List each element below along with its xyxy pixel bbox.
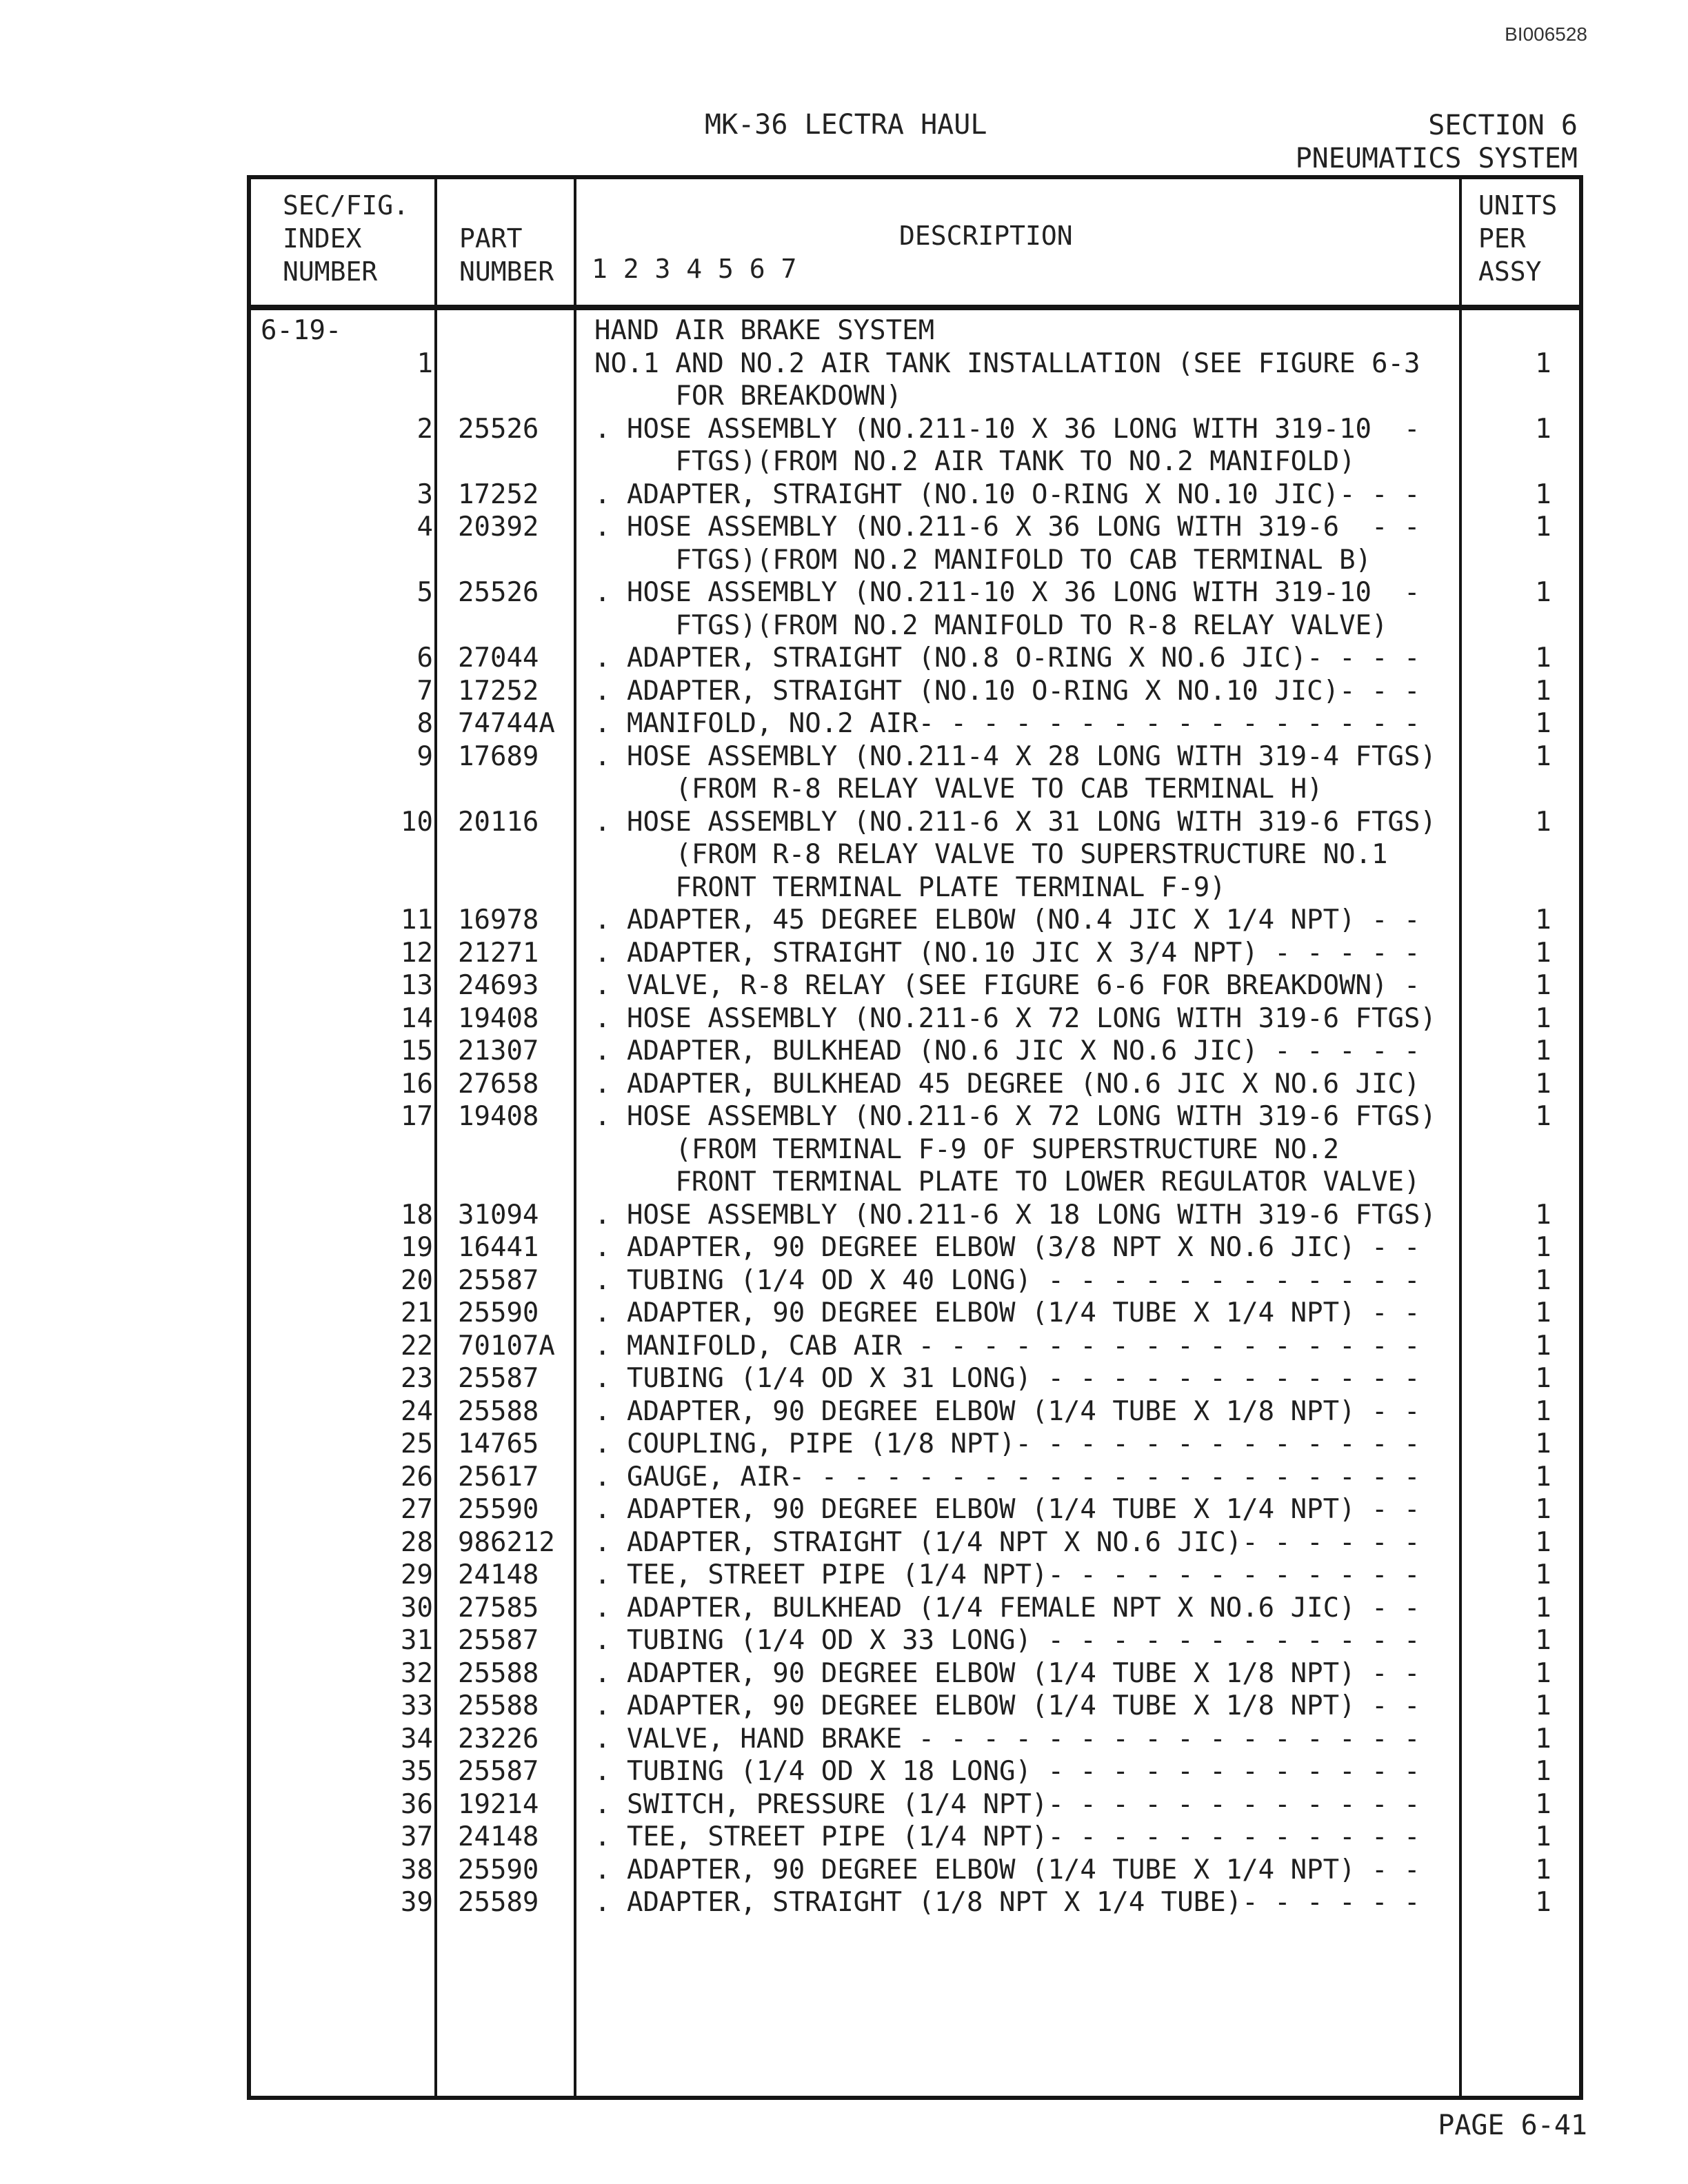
table-row xyxy=(251,740,1579,774)
table-row xyxy=(251,609,1579,643)
part-number-cell: 25526 xyxy=(458,577,539,608)
table-row xyxy=(251,347,1579,381)
description-cell: . SWITCH, PRESSURE (1/4 NPT)- - - - - - - - - - - - xyxy=(594,1788,1420,1820)
part-number-cell: 17689 xyxy=(458,740,539,772)
part-number-cell: 25588 xyxy=(458,1657,539,1689)
table-row xyxy=(251,1690,1579,1723)
index-cell: 2 xyxy=(416,413,433,445)
units-cell: 1 xyxy=(1535,577,1551,608)
table-row xyxy=(251,871,1579,904)
table-row xyxy=(251,511,1579,544)
part-number-cell: 27044 xyxy=(458,643,539,674)
part-number-cell: 25589 xyxy=(458,1887,539,1918)
units-cell: 1 xyxy=(1535,708,1551,739)
units-cell: 1 xyxy=(1535,1526,1551,1558)
part-number-cell: 14765 xyxy=(458,1428,539,1459)
index-cell: 9 xyxy=(416,740,433,772)
description-cell: FRONT TERMINAL PLATE TO LOWER REGULATOR VALVE) xyxy=(594,1166,1420,1197)
parts-table xyxy=(247,175,1583,2100)
header-units-line: UNITS xyxy=(1478,190,1558,221)
table-row xyxy=(251,413,1579,446)
table-row xyxy=(251,478,1579,512)
description-cell: . ADAPTER, STRAIGHT (NO.10 JIC X 3/4 NPT) - - - - - xyxy=(594,937,1420,969)
index-cell: 35 xyxy=(401,1756,433,1787)
description-cell: . HOSE ASSEMBLY (NO.211-6 X 31 LONG WITH 319-6 FTGS) xyxy=(594,806,1436,838)
part-number-cell: 24693 xyxy=(458,970,539,1001)
table-row xyxy=(251,314,1579,347)
table-row xyxy=(251,1068,1579,1101)
units-cell: 1 xyxy=(1535,1232,1551,1263)
description-cell: . TUBING (1/4 OD X 40 LONG) - - - - - - - - - - - - xyxy=(594,1264,1420,1296)
units-cell: 1 xyxy=(1535,937,1551,969)
index-cell: 36 xyxy=(401,1788,433,1820)
description-cell: . ADAPTER, 90 DEGREE ELBOW (1/4 TUBE X 1/4 NPT) - - xyxy=(594,1854,1420,1885)
description-cell: . HOSE ASSEMBLY (NO.211-6 X 72 LONG WITH 319-6 FTGS) xyxy=(594,1101,1436,1132)
part-number-cell: 21271 xyxy=(458,937,539,969)
table-row xyxy=(251,1395,1579,1428)
table-row xyxy=(251,838,1579,871)
table-row xyxy=(251,1526,1579,1559)
index-cell: 4 xyxy=(416,512,433,543)
header-index-line: NUMBER xyxy=(283,256,378,287)
units-cell: 1 xyxy=(1535,970,1551,1001)
part-number-cell: 16978 xyxy=(458,904,539,936)
table-row xyxy=(251,1297,1579,1330)
table-row xyxy=(251,1461,1579,1494)
units-cell: 1 xyxy=(1535,1461,1551,1493)
description-cell: . ADAPTER, BULKHEAD (NO.6 JIC X NO.6 JIC) - - - - - xyxy=(594,1035,1420,1066)
units-cell: 1 xyxy=(1535,413,1551,445)
description-cell: . HOSE ASSEMBLY (NO.211-4 X 28 LONG WITH 319-4 FTGS) xyxy=(594,740,1436,772)
description-cell: . ADAPTER, 90 DEGREE ELBOW (1/4 TUBE X 1/8 NPT) - - xyxy=(594,1690,1420,1721)
description-cell: . ADAPTER, 90 DEGREE ELBOW (3/8 NPT X NO.6 JIC) - - xyxy=(594,1232,1420,1263)
description-cell: FOR BREAKDOWN) xyxy=(594,381,903,412)
units-cell: 1 xyxy=(1535,1035,1551,1066)
description-cell: NO.1 AND NO.2 AIR TANK INSTALLATION (SEE FIGURE 6-3 xyxy=(594,347,1420,379)
table-row xyxy=(251,773,1579,806)
description-cell: . HOSE ASSEMBLY (NO.211-10 X 36 LONG WITH 319-10 - xyxy=(594,577,1420,608)
units-cell: 1 xyxy=(1535,1264,1551,1296)
part-number-cell: 25590 xyxy=(458,1297,539,1328)
table-row xyxy=(251,1755,1579,1788)
table-row xyxy=(251,969,1579,1002)
index-cell: 8 xyxy=(416,708,433,739)
units-cell: 1 xyxy=(1535,1199,1551,1231)
table-row xyxy=(251,1100,1579,1133)
part-number-cell: 25617 xyxy=(458,1461,539,1493)
table-row xyxy=(251,1264,1579,1297)
units-cell: 1 xyxy=(1535,1821,1551,1852)
description-cell: . HOSE ASSEMBLY (NO.211-6 X 72 LONG WITH 319-6 FTGS) xyxy=(594,1002,1436,1034)
index-cell: 16 xyxy=(401,1068,433,1100)
units-cell: 1 xyxy=(1535,1756,1551,1787)
part-number-cell: 25587 xyxy=(458,1756,539,1787)
index-cell: 24 xyxy=(401,1395,433,1427)
description-cell: . VALVE, HAND BRAKE - - - - - - - - - - - - - - - - xyxy=(594,1723,1420,1755)
section-name: PNEUMATICS SYSTEM xyxy=(1295,143,1578,174)
index-cell: 31 xyxy=(401,1625,433,1656)
units-cell: 1 xyxy=(1535,1657,1551,1689)
description-cell: . TEE, STREET PIPE (1/4 NPT)- - - - - - - - - - - - xyxy=(594,1559,1420,1590)
part-number-cell: 17252 xyxy=(458,478,539,510)
table-row xyxy=(251,1002,1579,1035)
table-row xyxy=(251,1821,1579,1854)
table-row xyxy=(251,707,1579,740)
index-cell: 10 xyxy=(401,806,433,838)
index-cell: 3 xyxy=(416,478,433,510)
description-cell: . TEE, STREET PIPE (1/4 NPT)- - - - - - - - - - - - xyxy=(594,1821,1420,1852)
table-row xyxy=(251,1035,1579,1068)
description-cell: (FROM R-8 RELAY VALVE TO CAB TERMINAL H) xyxy=(594,774,1323,805)
description-cell: . VALVE, R-8 RELAY (SEE FIGURE 6-6 FOR BREAKDOWN) - xyxy=(594,970,1420,1001)
part-number-cell: 21307 xyxy=(458,1035,539,1066)
description-cell: . MANIFOLD, NO.2 AIR- - - - - - - - - - - - - - - - xyxy=(594,708,1420,739)
part-number-cell: 19408 xyxy=(458,1002,539,1034)
header-description: DESCRIPTION xyxy=(899,221,1073,251)
index-cell: 32 xyxy=(401,1657,433,1689)
index-cell: 30 xyxy=(401,1592,433,1624)
part-number-cell: 25588 xyxy=(458,1395,539,1427)
units-cell: 1 xyxy=(1535,1690,1551,1721)
description-cell: (FROM R-8 RELAY VALVE TO SUPERSTRUCTURE NO.1 xyxy=(594,839,1388,870)
units-cell: 1 xyxy=(1535,1723,1551,1755)
part-number-cell: 27658 xyxy=(458,1068,539,1100)
part-number-cell: 25526 xyxy=(458,413,539,445)
table-row xyxy=(251,1886,1579,1919)
index-cell: 21 xyxy=(401,1297,433,1328)
units-cell: 1 xyxy=(1535,1297,1551,1328)
index-cell: 26 xyxy=(401,1461,433,1493)
index-cell: 18 xyxy=(401,1199,433,1231)
table-row xyxy=(251,1330,1579,1363)
part-number-cell: 25588 xyxy=(458,1690,539,1721)
part-number-cell: 25587 xyxy=(458,1625,539,1656)
description-cell: . ADAPTER, STRAIGHT (NO.10 O-RING X NO.10 JIC)- - - xyxy=(594,478,1420,510)
table-row xyxy=(251,904,1579,937)
description-cell: . TUBING (1/4 OD X 18 LONG) - - - - - - - - - - - - xyxy=(594,1756,1420,1787)
units-cell: 1 xyxy=(1535,1002,1551,1034)
header-index-line: SEC/FIG. xyxy=(283,190,410,221)
description-cell: (FROM TERMINAL F-9 OF SUPERSTRUCTURE NO.2 xyxy=(594,1133,1340,1165)
index-cell: 11 xyxy=(401,904,433,936)
header-part-line: PART xyxy=(459,223,523,254)
table-row xyxy=(251,1624,1579,1657)
description-cell: . TUBING (1/4 OD X 33 LONG) - - - - - - - - - - - - xyxy=(594,1625,1420,1656)
header-units-line: ASSY xyxy=(1478,256,1542,287)
index-cell: 25 xyxy=(401,1428,433,1459)
units-cell: 1 xyxy=(1535,1854,1551,1885)
table-row xyxy=(251,1362,1579,1395)
table-row xyxy=(251,1199,1579,1232)
description-cell: . HOSE ASSEMBLY (NO.211-6 X 18 LONG WITH 319-6 FTGS) xyxy=(594,1199,1436,1231)
units-cell: 1 xyxy=(1535,740,1551,772)
units-cell: 1 xyxy=(1535,806,1551,838)
part-number-cell: 23226 xyxy=(458,1723,539,1755)
description-cell: . ADAPTER, STRAIGHT (NO.10 O-RING X NO.10 JIC)- - - xyxy=(594,675,1420,707)
part-number-cell: 20392 xyxy=(458,512,539,543)
table-row xyxy=(251,544,1579,577)
units-cell: 1 xyxy=(1535,1494,1551,1525)
table-row xyxy=(251,1723,1579,1756)
units-cell: 1 xyxy=(1535,512,1551,543)
description-cell: . COUPLING, PIPE (1/8 NPT)- - - - - - - - - - - - - xyxy=(594,1428,1420,1459)
description-cell: . MANIFOLD, CAB AIR - - - - - - - - - - - - - - - - xyxy=(594,1330,1420,1362)
part-number-cell: 16441 xyxy=(458,1232,539,1263)
description-cell: FTGS)(FROM NO.2 AIR TANK TO NO.2 MANIFOLD) xyxy=(594,446,1356,477)
section-heading xyxy=(1296,109,1578,175)
index-cell: 13 xyxy=(401,970,433,1001)
header-index-line: INDEX xyxy=(283,223,362,254)
description-cell: . ADAPTER, STRAIGHT (1/8 NPT X 1/4 TUBE)- - - - - - xyxy=(594,1887,1420,1918)
header-divider xyxy=(251,305,1579,310)
units-cell: 1 xyxy=(1535,347,1551,379)
header-units xyxy=(1478,189,1557,288)
units-cell: 1 xyxy=(1535,1625,1551,1656)
table-row xyxy=(251,576,1579,609)
description-cell: . ADAPTER, BULKHEAD 45 DEGREE (NO.6 JIC X NO.6 JIC) xyxy=(594,1068,1420,1100)
table-body xyxy=(251,314,1579,1919)
description-cell: . HOSE ASSEMBLY (NO.211-10 X 36 LONG WITH 319-10 - xyxy=(594,413,1420,445)
description-cell: . ADAPTER, 90 DEGREE ELBOW (1/4 TUBE X 1/8 NPT) - - xyxy=(594,1395,1420,1427)
header-index xyxy=(283,189,409,288)
table-row xyxy=(251,1231,1579,1264)
units-cell: 1 xyxy=(1535,1101,1551,1132)
table-row xyxy=(251,675,1579,708)
part-number-cell: 19408 xyxy=(458,1101,539,1132)
part-number-cell: 25590 xyxy=(458,1494,539,1525)
header-part xyxy=(459,222,554,288)
part-number-cell: 19214 xyxy=(458,1788,539,1820)
description-cell: . ADAPTER, 90 DEGREE ELBOW (1/4 TUBE X 1/4 NPT) - - xyxy=(594,1297,1420,1328)
page-title: MK-36 LECTRA HAUL xyxy=(705,109,987,141)
table-row xyxy=(251,1428,1579,1461)
index-cell: 33 xyxy=(401,1690,433,1721)
part-number-cell: 25587 xyxy=(458,1264,539,1296)
description-cell: . ADAPTER, BULKHEAD (1/4 FEMALE NPT X NO.6 JIC) - - xyxy=(594,1592,1420,1624)
table-row xyxy=(251,1559,1579,1592)
description-cell: . ADAPTER, STRAIGHT (1/4 NPT X NO.6 JIC)- - - - - - xyxy=(594,1526,1420,1558)
header-units-line: PER xyxy=(1478,223,1526,254)
units-cell: 1 xyxy=(1535,904,1551,936)
units-cell: 1 xyxy=(1535,1330,1551,1362)
units-cell: 1 xyxy=(1535,1592,1551,1624)
index-cell: 34 xyxy=(401,1723,433,1755)
description-cell: FRONT TERMINAL PLATE TERMINAL F-9) xyxy=(594,871,1226,903)
table-row xyxy=(251,380,1579,413)
table-row xyxy=(251,1657,1579,1690)
table-row xyxy=(251,1133,1579,1166)
part-number-cell: 25590 xyxy=(458,1854,539,1885)
units-cell: 1 xyxy=(1535,675,1551,707)
index-cell: 17 xyxy=(401,1101,433,1132)
units-cell: 1 xyxy=(1535,1887,1551,1918)
index-cell: 20 xyxy=(401,1264,433,1296)
table-row xyxy=(251,1592,1579,1625)
header-part-line: NUMBER xyxy=(459,256,554,287)
index-cell: 1 xyxy=(416,347,433,379)
table-row xyxy=(251,937,1579,970)
document-id: BI006528 xyxy=(1505,23,1587,45)
units-cell: 1 xyxy=(1535,1068,1551,1100)
index-cell: 15 xyxy=(401,1035,433,1066)
part-number-cell: 27585 xyxy=(458,1592,539,1624)
units-cell: 1 xyxy=(1535,643,1551,674)
table-row xyxy=(251,642,1579,675)
index-cell: 28 xyxy=(401,1526,433,1558)
description-cell: . TUBING (1/4 OD X 31 LONG) - - - - - - - - - - - - xyxy=(594,1363,1420,1394)
part-number-cell: 70107A xyxy=(458,1330,555,1362)
part-number-cell: 20116 xyxy=(458,806,539,838)
description-cell: . ADAPTER, 90 DEGREE ELBOW (1/4 TUBE X 1/4 NPT) - - xyxy=(594,1494,1420,1525)
description-cell: . GAUGE, AIR- - - - - - - - - - - - - - - - - - - - xyxy=(594,1461,1420,1493)
index-cell: 7 xyxy=(416,675,433,707)
table-row xyxy=(251,1166,1579,1199)
part-number-cell: 24148 xyxy=(458,1559,539,1590)
description-cell: HAND AIR BRAKE SYSTEM xyxy=(594,315,935,346)
table-row xyxy=(251,1493,1579,1526)
units-cell: 1 xyxy=(1535,1428,1551,1459)
index-cell: 23 xyxy=(401,1363,433,1394)
table-row xyxy=(251,445,1579,478)
part-number-cell: 31094 xyxy=(458,1199,539,1231)
index-cell: 19 xyxy=(401,1232,433,1263)
description-cell: . HOSE ASSEMBLY (NO.211-6 X 36 LONG WITH 319-6 - - xyxy=(594,512,1420,543)
units-cell: 1 xyxy=(1535,1363,1551,1394)
header-indent-levels: 1 2 3 4 5 6 7 xyxy=(592,254,797,284)
part-number-cell: 986212 xyxy=(458,1526,555,1558)
index-cell: 29 xyxy=(401,1559,433,1590)
index-cell: 6 xyxy=(416,643,433,674)
page-number: PAGE 6-41 xyxy=(1438,2110,1587,2141)
index-cell: 22 xyxy=(401,1330,433,1362)
index-cell: 6-19- xyxy=(261,315,342,346)
index-cell: 38 xyxy=(401,1854,433,1885)
index-cell: 37 xyxy=(401,1821,433,1852)
units-cell: 1 xyxy=(1535,1788,1551,1820)
index-cell: 5 xyxy=(416,577,433,608)
part-number-cell: 74744A xyxy=(458,708,555,739)
units-cell: 1 xyxy=(1535,1559,1551,1590)
part-number-cell: 24148 xyxy=(458,1821,539,1852)
index-cell: 39 xyxy=(401,1887,433,1918)
description-cell: . ADAPTER, 90 DEGREE ELBOW (1/4 TUBE X 1/8 NPT) - - xyxy=(594,1657,1420,1689)
part-number-cell: 25587 xyxy=(458,1363,539,1394)
index-cell: 14 xyxy=(401,1002,433,1034)
section-number: SECTION 6 xyxy=(1428,110,1578,141)
description-cell: FTGS)(FROM NO.2 MANIFOLD TO CAB TERMINAL B) xyxy=(594,544,1372,576)
index-cell: 27 xyxy=(401,1494,433,1525)
description-cell: . ADAPTER, 45 DEGREE ELBOW (NO.4 JIC X 1/4 NPT) - - xyxy=(594,904,1420,936)
table-row xyxy=(251,1854,1579,1887)
units-cell: 1 xyxy=(1535,1395,1551,1427)
description-cell: FTGS)(FROM NO.2 MANIFOLD TO R-8 RELAY VALVE) xyxy=(594,609,1388,641)
table-row xyxy=(251,806,1579,839)
index-cell: 12 xyxy=(401,937,433,969)
units-cell: 1 xyxy=(1535,478,1551,510)
table-row xyxy=(251,1788,1579,1821)
description-cell: . ADAPTER, STRAIGHT (NO.8 O-RING X NO.6 JIC)- - - - xyxy=(594,643,1420,674)
part-number-cell: 17252 xyxy=(458,675,539,707)
